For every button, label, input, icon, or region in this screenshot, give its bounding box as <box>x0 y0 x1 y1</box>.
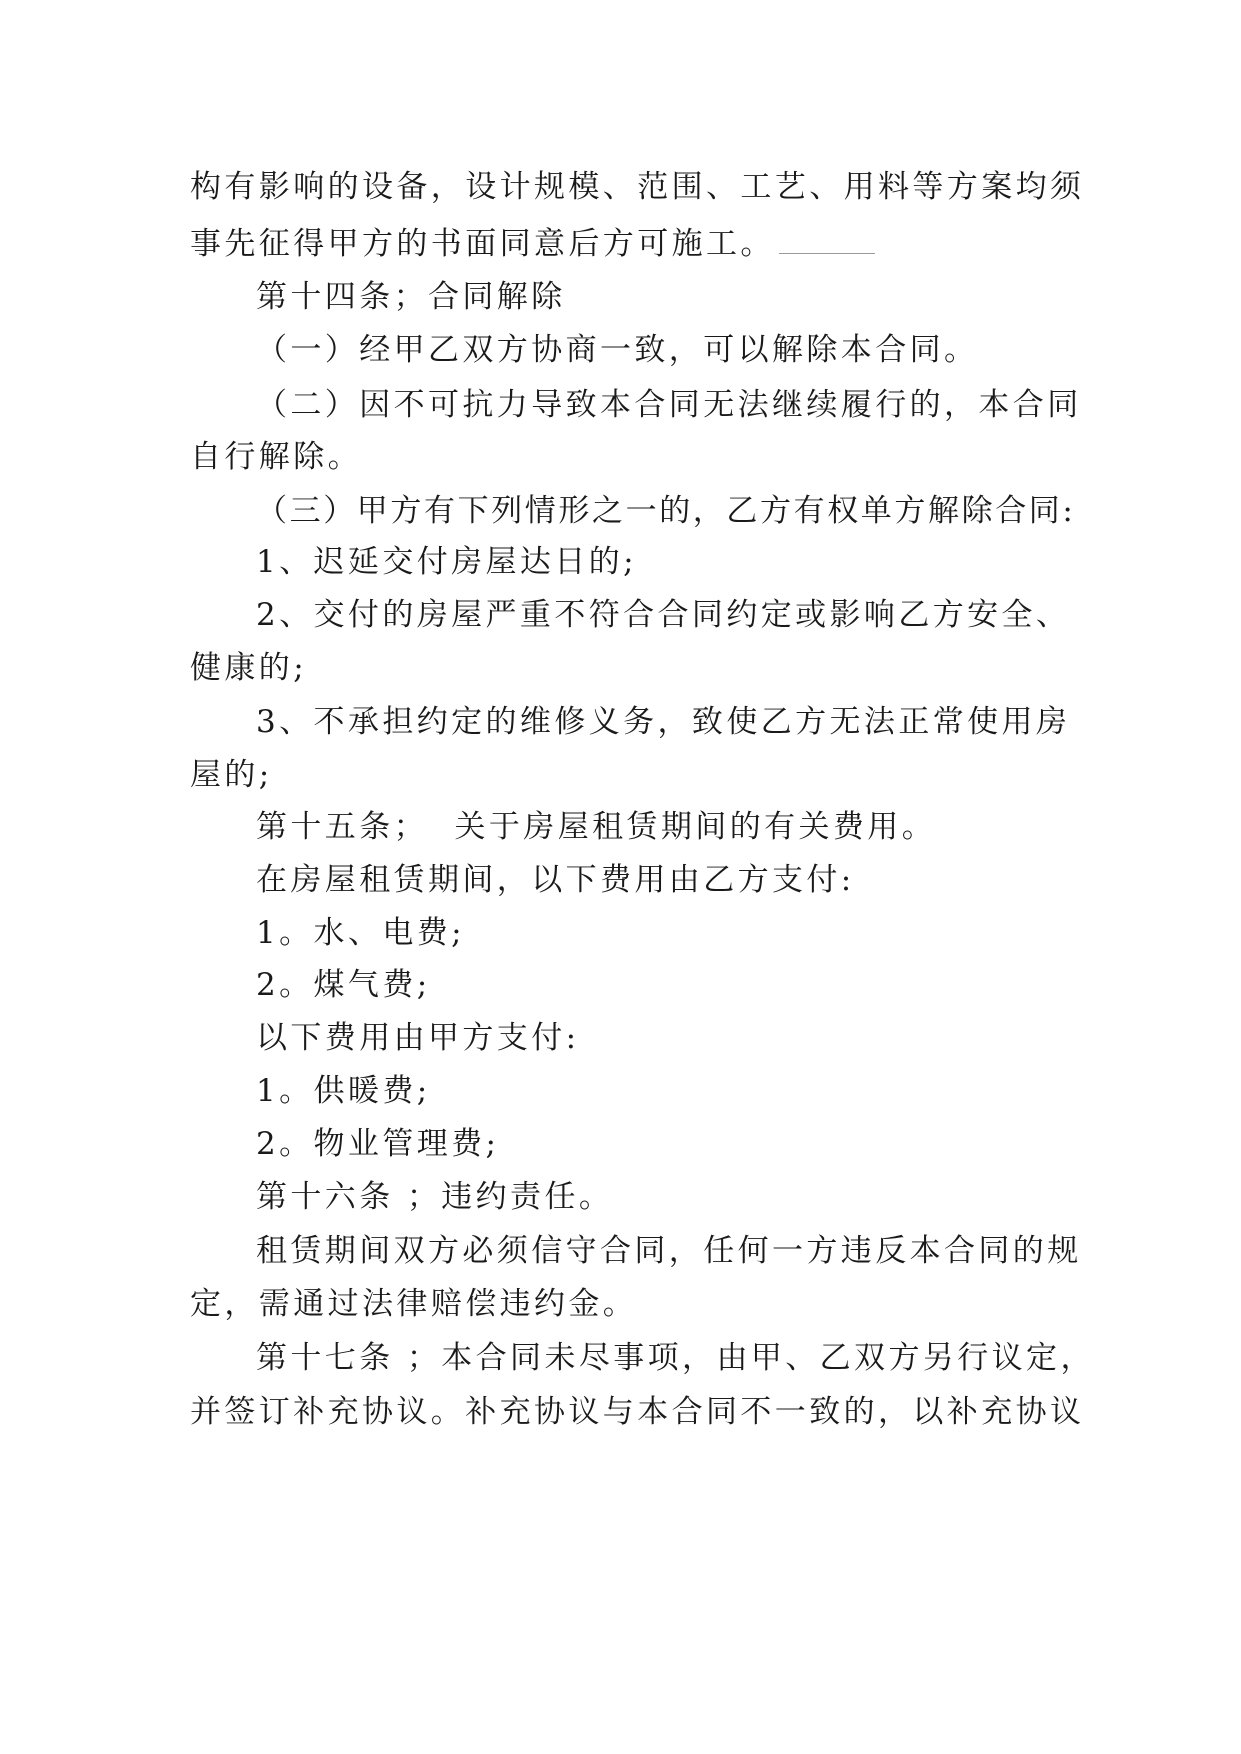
text-line: 以下费用由甲方支付: <box>256 1020 580 1056</box>
text-span: 事先征得甲方的书面同意后方可施工。 <box>190 226 775 262</box>
section-heading: 第十五条； 关于房屋租赁期间的有关费用。 <box>256 809 937 845</box>
section-heading: 第十四条；合同解除 <box>256 279 566 315</box>
text-line: 1。供暖费; <box>256 1073 431 1109</box>
fill-blank <box>779 251 875 254</box>
text-line: （二）因不可抗力导致本合同无法继续履行的，本合同 <box>256 387 1082 423</box>
text-line: 并签订补充协议。补充协议与本合同不一致的，以补充协议 <box>190 1394 1085 1430</box>
text-line: 定，需通过法律赔偿违约金。 <box>190 1286 638 1322</box>
text-line: 2、交付的房屋严重不符合合同约定或影响乙方安全、 <box>256 597 1071 633</box>
text-line: 在房屋租赁期间，以下费用由乙方支付: <box>256 862 855 898</box>
text-line: 构有影响的设备，设计规模、范围、工艺、用料等方案均须 <box>190 169 1085 205</box>
text-line: 自行解除。 <box>190 439 362 475</box>
text-line: 3、不承担约定的维修义务，致使乙方无法正常使用房 <box>256 704 1071 740</box>
text-line: （一）经甲乙双方协商一致，可以解除本合同。 <box>256 332 979 368</box>
text-line <box>190 219 1060 269</box>
text-line: （三）甲方有下列情形之一的，乙方有权单方解除合同: <box>256 493 1076 529</box>
text-line: 2。煤气费; <box>256 967 431 1003</box>
text-line: 健康的; <box>190 650 308 686</box>
text-line: 屋的; <box>190 757 273 793</box>
text-line: 1。水、电费; <box>256 915 465 951</box>
text-line: 1、迟延交付房屋达日的; <box>256 544 637 580</box>
section-heading: 第十七条 ；本合同未尽事项，由甲、乙双方另行议定， <box>256 1340 1095 1376</box>
section-heading: 第十六条 ；违约责任。 <box>256 1179 614 1215</box>
text-line: 2。物业管理费; <box>256 1126 500 1162</box>
text-line: 租赁期间双方必须信守合同，任何一方违反本合同的规 <box>256 1233 1082 1269</box>
